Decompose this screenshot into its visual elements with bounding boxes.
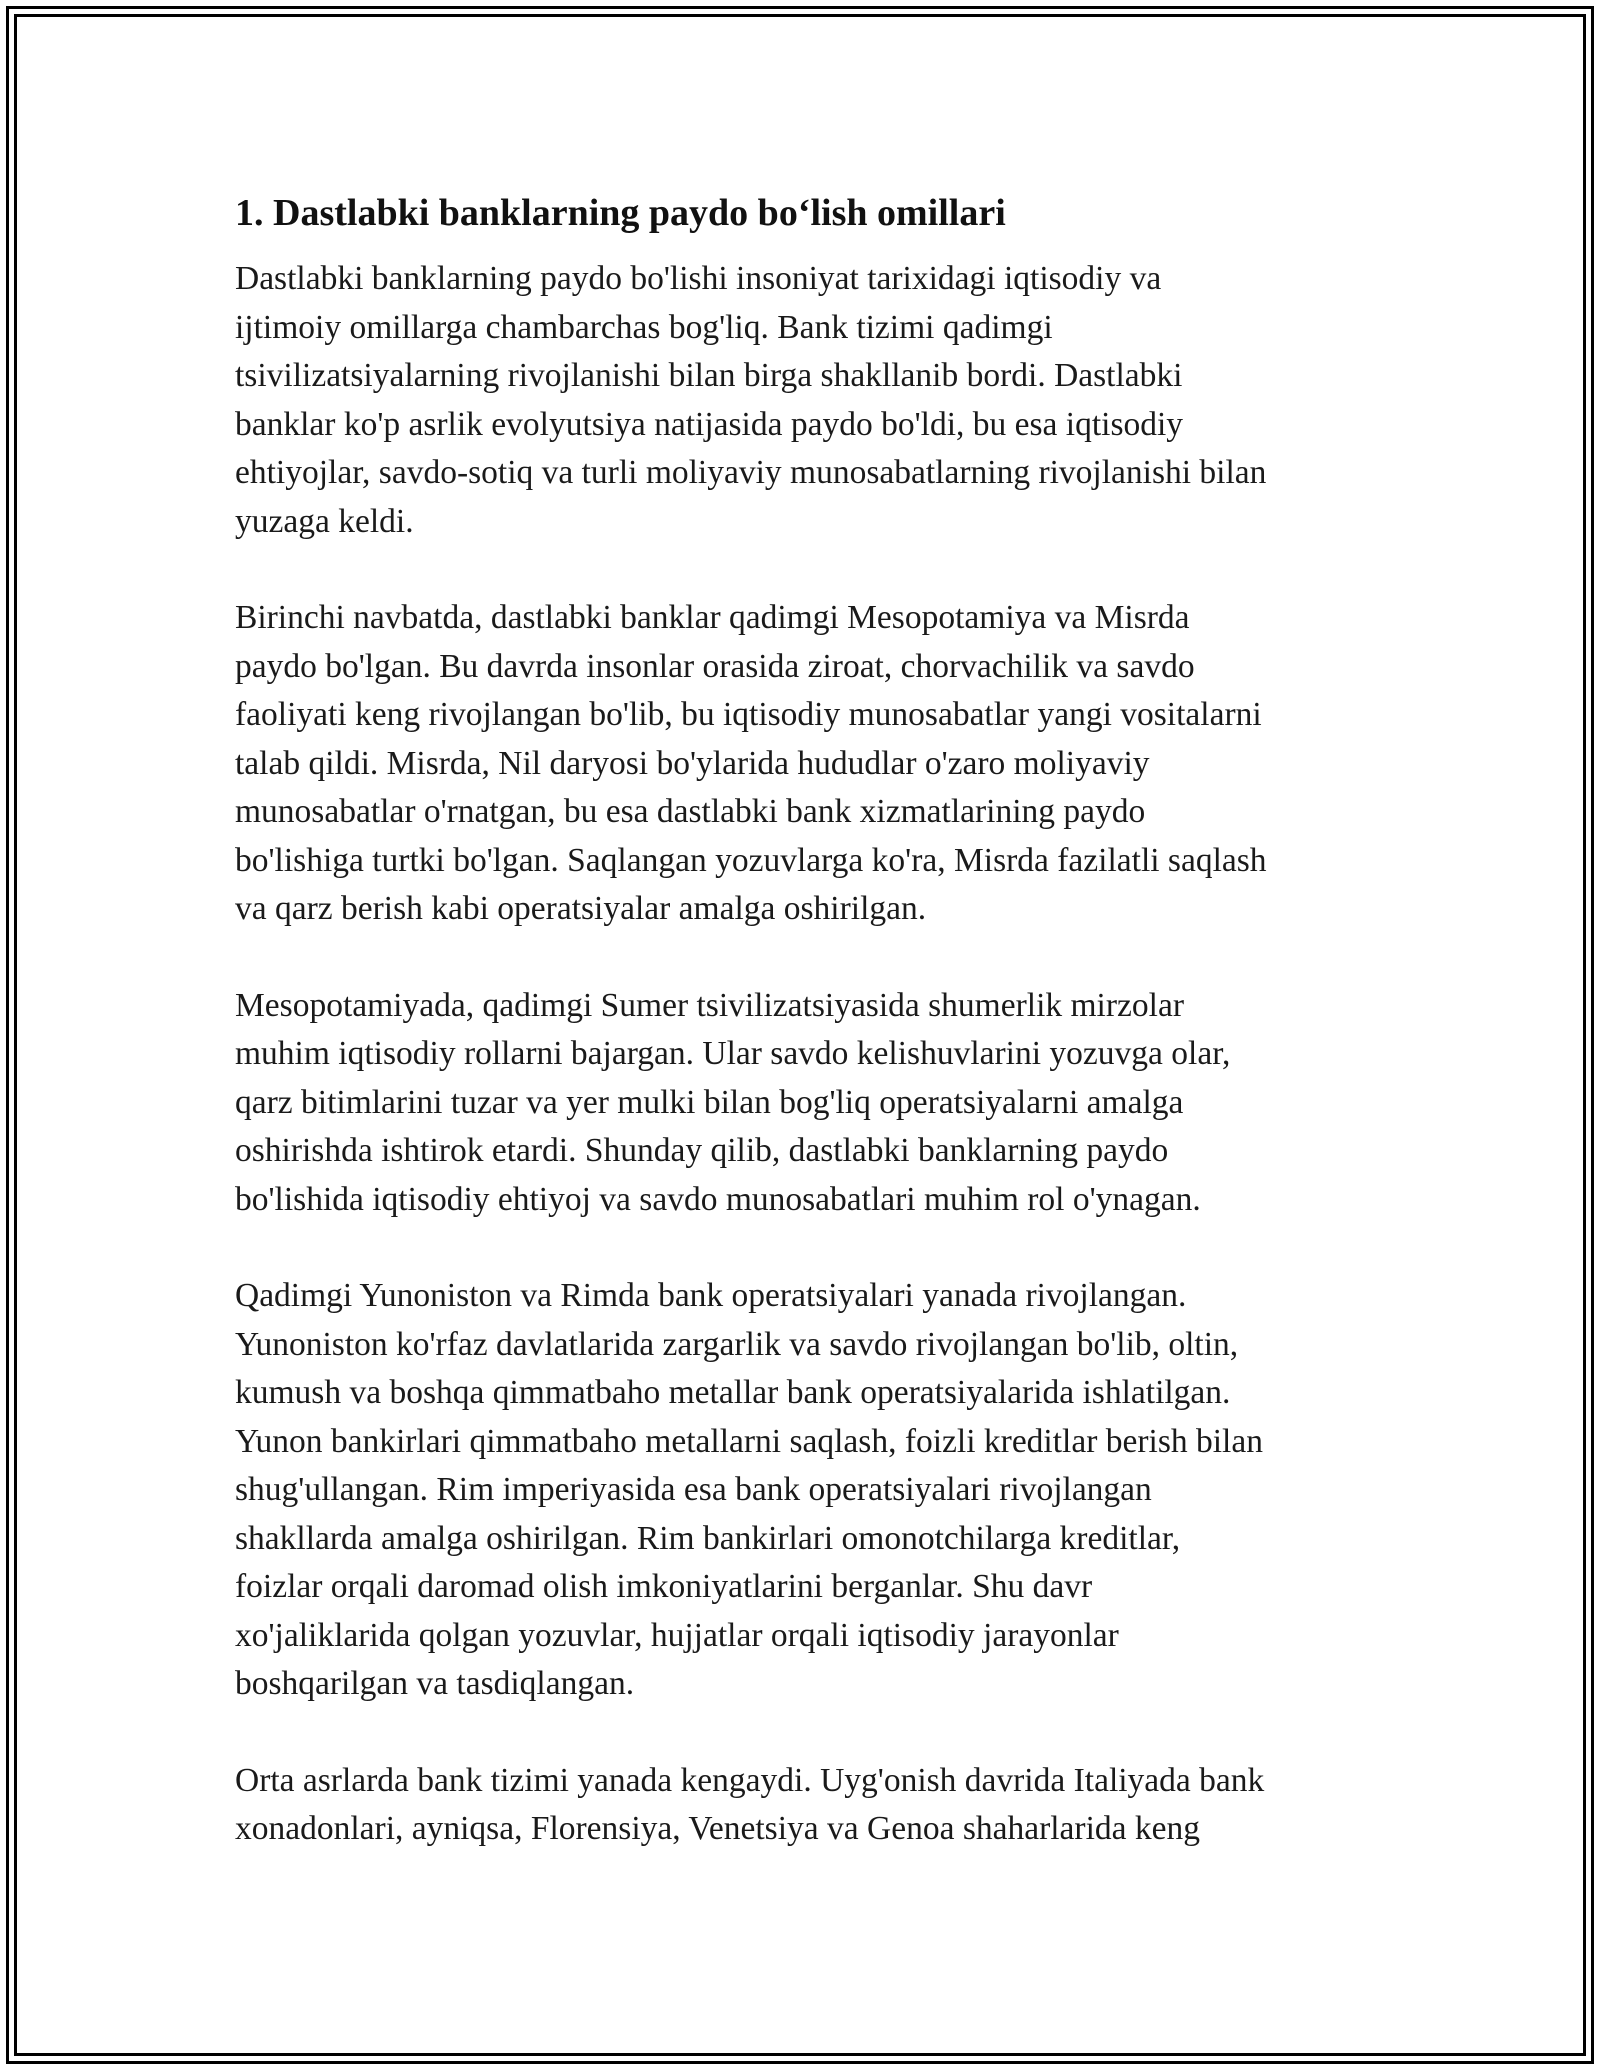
text-line: yuzaga keldi.: [235, 502, 414, 540]
text-line: bo'lishida iqtisodiy ehtiyoj va savdo munosabatlari muhim rol o'ynagan.: [235, 1180, 1201, 1218]
text-line: ehtiyojlar, savdo-sotiq va turli moliyaviy munosabatlarning rivojlanishi bilan: [235, 454, 1267, 491]
text-line: va qarz berish kabi operatsiyalar amalga oshirilgan.: [235, 890, 927, 927]
document-body: [235, 185, 1375, 1902]
text-line: Dastlabki banklarning paydo bo'lishi insoniyat tarixidagi iqtisodiy va: [235, 260, 1162, 297]
paragraph-2: [235, 594, 1375, 934]
text-line: shug'ullangan. Rim imperiyasida esa bank operatsiyalari rivojlangan: [235, 1471, 1152, 1508]
text-line: Yunoniston ko'rfaz davlatlarida zargarlik va savdo rivojlangan bo'lib, oltin,: [235, 1325, 1239, 1363]
text-line: faoliyati keng rivojlangan bo'lib, bu iqtisodiy munosabatlar yangi vositalarni: [235, 696, 1262, 733]
text-line: oshirishda ishtirok etardi. Shunday qilib, dastlabki banklarning paydo: [235, 1132, 1169, 1169]
paragraph-5: [235, 1757, 1375, 1854]
text-line: munosabatlar o'rnatgan, bu esa dastlabki bank xizmatlarining paydo: [235, 793, 1146, 830]
text-line: qarz bitimlarini tuzar va yer mulki bilan bog'liq operatsiyalarni amalga: [235, 1083, 1184, 1121]
text-line: bo'lishiga turtki bo'lgan. Saqlangan yozuvlarga ko'ra, Misrda fazilatli saqlash: [235, 841, 1267, 879]
text-line: Yunon bankirlari qimmatbaho metallarni saqlash, foizli kreditlar berish bilan: [235, 1422, 1263, 1460]
paragraph-4: [235, 1272, 1375, 1709]
text-line: Qadimgi Yunoniston va Rimda bank operatsiyalari yanada rivojlangan.: [235, 1277, 1187, 1314]
text-line: tsivilizatsiyalarning rivojlanishi bilan birga shakllanib bordi. Dastlabki: [235, 357, 1183, 394]
section-heading: 1. Dastlabki banklarning paydo bo‘lish omillari: [235, 192, 1006, 234]
text-line: xo'jaliklarida qolgan yozuvlar, hujjatlar orqali iqtisodiy jarayonlar: [235, 1616, 1119, 1654]
text-line: shakllarda amalga oshirilgan. Rim bankirlari omonotchilarga kreditlar,: [235, 1519, 1181, 1557]
text-line: Mesopotamiyada, qadimgi Sumer tsivilizatsiyasida shumerlik mirzolar: [235, 986, 1184, 1024]
paragraph-1: [235, 255, 1375, 546]
text-line: ijtimoiy omillarga chambarchas bog'liq. Bank tizimi qadimgi: [235, 308, 1053, 346]
text-line: Birinchi navbatda, dastlabki banklar qadimgi Mesopotamiya va Misrda: [235, 599, 1190, 636]
text-line: banklar ko'p asrlik evolyutsiya natijasida paydo bo'ldi, bu esa iqtisodiy: [235, 405, 1184, 443]
text-line: boshqarilgan va tasdiqlangan.: [235, 1665, 635, 1702]
text-line: muhim iqtisodiy rollarni bajargan. Ular savdo kelishuvlarini yozuvga olar,: [235, 1035, 1231, 1072]
text-line: kumush va boshqa qimmatbaho metallar bank operatsiyalarida ishlatilgan.: [235, 1374, 1231, 1411]
text-line: paydo bo'lgan. Bu davrda insonlar orasida ziroat, chorvachilik va savdo: [235, 647, 1195, 685]
text-line: Orta asrlarda bank tizimi yanada kengaydi. Uyg'onish davrida Italiyada bank: [235, 1761, 1265, 1799]
text-line: talab qildi. Misrda, Nil daryosi bo'ylarida hududlar o'zaro moliyaviy: [235, 744, 1150, 782]
text-line: xonadonlari, ayniqsa, Florensiya, Venetsiya va Genoa shaharlarida keng: [235, 1810, 1201, 1847]
text-line: foizlar orqali daromad olish imkoniyatlarini berganlar. Shu davr: [235, 1568, 1093, 1605]
paragraph-3: [235, 982, 1375, 1225]
